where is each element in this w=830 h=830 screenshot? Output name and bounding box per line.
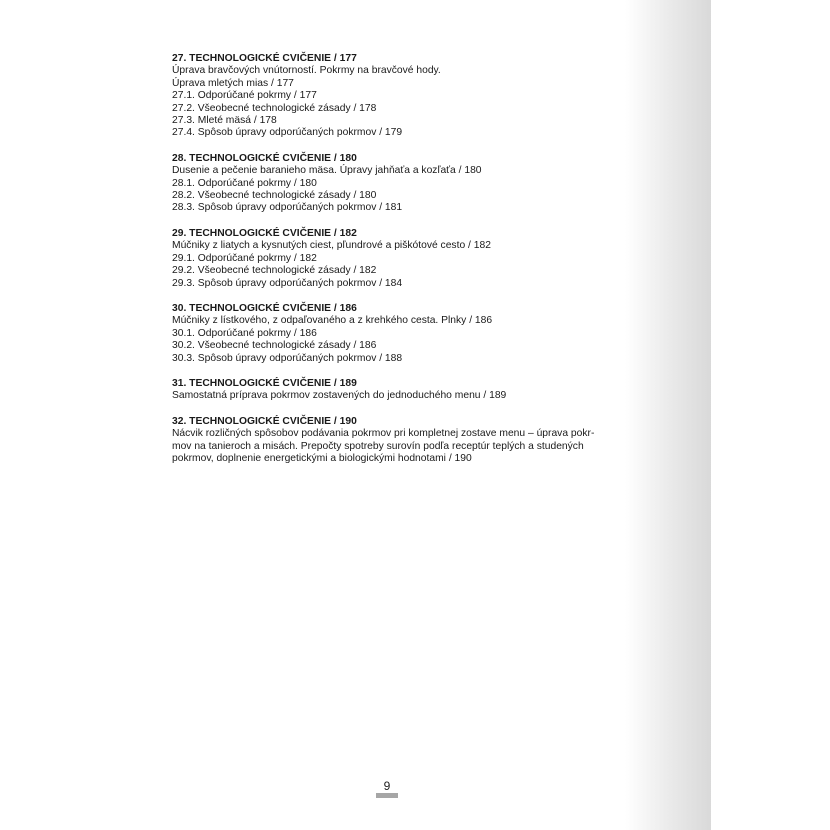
toc-line: 30.2. Všeobecné technologické zásady / 186 <box>172 340 377 352</box>
section-title: 30. TECHNOLOGICKÉ CVIČENIE / 186 <box>172 302 357 314</box>
toc-line: Samostatná príprava pokrmov zostavených do jednoduchého menu / 189 <box>172 390 507 402</box>
toc-line: Úprava bravčových vnútorností. Pokrmy na bravčové hody. <box>172 65 441 77</box>
toc-section-27 <box>172 53 612 140</box>
toc-line: 27.3. Mleté mäsá / 178 <box>172 115 277 127</box>
toc-line: 30.1. Odporúčané pokrmy / 186 <box>172 327 317 339</box>
section-title: 27. TECHNOLOGICKÉ CVIČENIE / 177 <box>172 53 357 64</box>
toc-line: Múčniky z lístkového, z odpaľovaného a z krehkého cesta. Plnky / 186 <box>172 315 493 327</box>
toc-line: Úprava mletých mias / 177 <box>172 77 294 89</box>
toc-section-30 <box>172 303 612 365</box>
toc-line: 28.1. Odporúčané pokrmy / 180 <box>172 177 317 189</box>
toc-line: 30.3. Spôsob úpravy odporúčaných pokrmov / 188 <box>172 352 403 364</box>
toc-section-28 <box>172 153 612 215</box>
section-title: 29. TECHNOLOGICKÉ CVIČENIE / 182 <box>172 227 357 239</box>
toc-line: Dusenie a pečenie baranieho mäsa. Úpravy jahňaťa a kozľaťa / 180 <box>172 165 482 177</box>
page-number-bar <box>376 793 398 798</box>
page-number: 9 <box>383 779 391 793</box>
toc-line: 28.2. Všeobecné technologické zásady / 180 <box>172 190 377 202</box>
toc-line: 27.4. Spôsob úpravy odporúčaných pokrmov / 179 <box>172 127 403 139</box>
toc-line: 28.3. Spôsob úpravy odporúčaných pokrmov / 181 <box>172 202 403 214</box>
toc-line: Nácvik rozličných spôsobov podávania pokrmov pri kompletnej zostave menu – úprava pokr- <box>172 428 595 440</box>
page-shadow-strip <box>625 0 711 830</box>
toc-section-32 <box>172 416 612 466</box>
toc-line: mov na tanieroch a misách. Prepočty spotreby surovín podľa receptúr teplých a studených <box>172 440 584 452</box>
toc-section-31 <box>172 378 612 403</box>
toc-line: Múčniky z liatych a kysnutých ciest, pľundrové a piškótové cesto / 182 <box>172 240 491 252</box>
toc-section-29 <box>172 228 612 290</box>
page-margin <box>711 0 830 830</box>
toc-line: 29.2. Všeobecné technologické zásady / 182 <box>172 265 377 277</box>
toc-line: 29.1. Odporúčané pokrmy / 182 <box>172 252 317 264</box>
toc-line: 27.1. Odporúčané pokrmy / 177 <box>172 90 317 102</box>
toc-line: 27.2. Všeobecné technologické zásady / 178 <box>172 102 377 114</box>
toc-line: 29.3. Spôsob úpravy odporúčaných pokrmov / 184 <box>172 277 403 289</box>
section-title: 31. TECHNOLOGICKÉ CVIČENIE / 189 <box>172 377 357 389</box>
table-of-contents <box>172 53 612 478</box>
section-title: 32. TECHNOLOGICKÉ CVIČENIE / 190 <box>172 415 357 427</box>
section-title: 28. TECHNOLOGICKÉ CVIČENIE / 180 <box>172 152 357 164</box>
toc-line: pokrmov, doplnenie energetickými a biologickými hodnotami / 190 <box>172 452 472 464</box>
